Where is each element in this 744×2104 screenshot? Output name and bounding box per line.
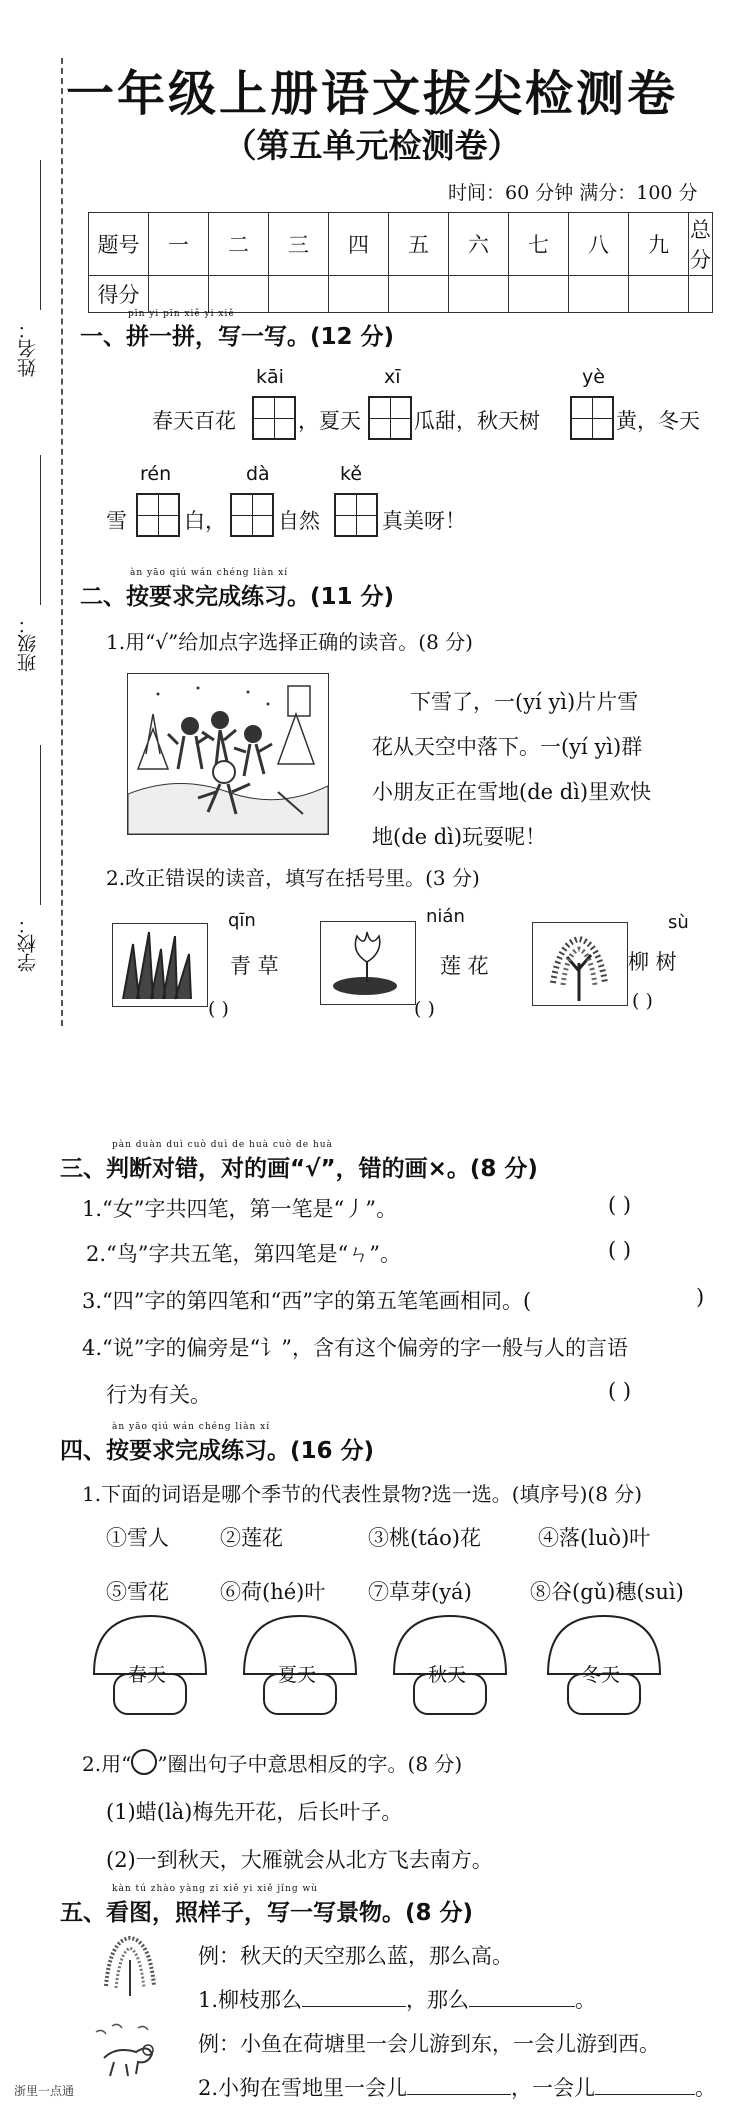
- s4-sentence-1: (1)蜡(là)梅先开花，后长叶子。: [106, 1800, 403, 1824]
- answer-blank[interactable]: [595, 2094, 695, 2095]
- score-cell[interactable]: [509, 276, 569, 313]
- option: ⑦草芽(yá): [368, 1580, 472, 1604]
- write-box[interactable]: [334, 493, 378, 537]
- passage-line: 地(de dì)玩耍呢！: [372, 825, 547, 849]
- item-1-pinyin: qīn: [228, 910, 256, 931]
- write-box[interactable]: [230, 493, 274, 537]
- answer-blank[interactable]: [302, 2006, 406, 2007]
- s1-line2-b: 白，: [184, 509, 226, 533]
- score-header-cell: 二: [209, 213, 269, 276]
- s5-example-2: 例：小鱼在荷塘里一会儿游到东，一会儿游到西。: [198, 2032, 660, 2056]
- item-3-pinyin: sù: [668, 912, 689, 933]
- pinyin-ren: rén: [140, 463, 172, 485]
- score-cell[interactable]: [269, 276, 329, 313]
- grass-picture: [112, 923, 208, 1007]
- season-spring: 春天: [128, 1664, 167, 1686]
- season-winter: 冬天: [582, 1664, 621, 1686]
- s4-q2-b: ”圈出句子中意思相反的字。(8 分): [157, 1752, 463, 1776]
- option: ②莲花: [220, 1526, 283, 1550]
- binding-line: [61, 58, 63, 1026]
- item-2-answer[interactable]: ( ): [414, 998, 435, 1020]
- score-header-cell: 总分: [689, 213, 713, 276]
- s3-answer-3[interactable]: ): [696, 1285, 705, 1309]
- item-1-word: 青 草: [230, 954, 279, 978]
- section-1-title: 一、拼一拼，写一写。(12 分): [80, 324, 395, 350]
- footer-brand: 浙里一点通: [14, 2084, 75, 2098]
- s5-q1-a: 1.柳枝那么: [198, 1988, 303, 2012]
- score-cell[interactable]: [689, 276, 713, 313]
- pinyin-ye: yè: [582, 366, 605, 388]
- s1-line2-a: 雪: [106, 509, 127, 533]
- school-line[interactable]: [40, 745, 41, 905]
- s5-q1: [198, 1984, 596, 2014]
- item-2-word: 莲 花: [440, 954, 489, 978]
- score-header-cell: 五: [389, 213, 449, 276]
- page-title: 一年级上册语文拔尖检测卷: [65, 66, 678, 122]
- s2-passage: [372, 680, 652, 860]
- option: ⑥荷(hé)叶: [220, 1580, 326, 1604]
- s1-line1-a: 春天百花: [152, 409, 236, 433]
- s5-example-1: 例：秋天的天空那么蓝，那么高。: [198, 1944, 513, 1968]
- section-5-pinyin: kàn tú zhào yàng zi xiě yi xiě jǐng wù: [112, 1884, 318, 1894]
- school-label: 学校：: [17, 915, 39, 972]
- pinyin-ke: kě: [340, 463, 363, 485]
- s3-answer-1[interactable]: ( ): [608, 1193, 632, 1217]
- willow-picture: [532, 922, 628, 1006]
- class-label: 班级：: [17, 615, 39, 672]
- write-box[interactable]: [570, 396, 614, 440]
- answer-blank[interactable]: [469, 2006, 575, 2007]
- season-autumn: 秋天: [428, 1664, 467, 1686]
- passage-line: 花从天空中落下。一(yí yì)群: [372, 735, 643, 759]
- s5-q1-b: ，那么: [406, 1988, 470, 2012]
- section-5-title: 五、看图，照样子，写一写景物。(8 分): [60, 1900, 474, 1926]
- time-info: 时间：60 分钟 满分：100 分: [448, 182, 698, 204]
- score-header-cell: 四: [329, 213, 389, 276]
- section-2-pinyin: àn yāo qiú wán chéng liàn xí: [130, 568, 289, 578]
- s4-q2-a: 2.用“: [82, 1752, 132, 1776]
- section-3-title: 三、判断对错，对的画“√”，错的画×。(8 分): [60, 1156, 538, 1182]
- score-cell[interactable]: [629, 276, 689, 313]
- option: ⑧谷(gǔ)穗(suì): [530, 1580, 684, 1604]
- score-cell[interactable]: [569, 276, 629, 313]
- s3-answer-2[interactable]: ( ): [608, 1238, 632, 1262]
- s3-item-4-cont: 行为有关。: [106, 1383, 211, 1407]
- section-4-title: 四、按要求完成练习。(16 分): [60, 1438, 375, 1464]
- passage-line: 下雪了，一(yí yì)片片雪: [410, 690, 639, 714]
- option: ①雪人: [106, 1526, 169, 1550]
- page-subtitle: （第五单元检测卷）: [223, 126, 521, 165]
- score-cell[interactable]: [329, 276, 389, 313]
- s2-q1: 1.用“√”给加点字选择正确的读音。(8 分): [106, 630, 473, 654]
- section-4-pinyin: àn yāo qiú wán chéng liàn xí: [112, 1422, 271, 1432]
- item-3-answer[interactable]: ( ): [632, 990, 653, 1012]
- score-cell[interactable]: [449, 276, 509, 313]
- s4-q2: [82, 1748, 462, 1777]
- s1-line1-d: 黄，冬天: [616, 409, 700, 433]
- score-header-cell: 三: [269, 213, 329, 276]
- write-box[interactable]: [252, 396, 296, 440]
- option: ⑤雪花: [106, 1580, 169, 1604]
- option: ④落(luò)叶: [538, 1526, 651, 1550]
- score-cell[interactable]: [209, 276, 269, 313]
- circle-icon: [131, 1749, 157, 1775]
- score-header-cell: 九: [629, 213, 689, 276]
- score-header-cell: 题号: [89, 213, 149, 276]
- s3-item-2: 2.“鸟”字共五笔，第四笔是“ㄣ”。: [86, 1242, 401, 1266]
- section-1-pinyin: pīn yi pīn xiě yi xiě: [128, 309, 235, 319]
- season-summer: 夏天: [278, 1664, 317, 1686]
- s5-q1-c: 。: [575, 1988, 597, 2012]
- score-header-cell: 六: [449, 213, 509, 276]
- item-2-pinyin: nián: [426, 906, 465, 927]
- answer-blank[interactable]: [407, 2094, 511, 2095]
- item-1-answer[interactable]: ( ): [208, 998, 229, 1020]
- puppy-sketch: [90, 2018, 164, 2082]
- willow-sketch: [96, 1930, 164, 1998]
- write-box[interactable]: [368, 396, 412, 440]
- score-row: [89, 276, 713, 313]
- score-header-cell: 一: [149, 213, 209, 276]
- section-3-pinyin: pàn duàn duì cuò duì de huà cuò de huà: [112, 1140, 333, 1150]
- name-label: 姓名：: [17, 320, 39, 377]
- s3-item-3: 3.“四”字的第四笔和“西”字的第五笔笔画相同。(: [82, 1289, 532, 1313]
- name-line[interactable]: [40, 160, 41, 310]
- s3-item-1: 1.“女”字共四笔，第一笔是“丿”。: [82, 1197, 397, 1221]
- section-2-title: 二、按要求完成练习。(11 分): [80, 584, 395, 610]
- score-header-row: [89, 213, 713, 276]
- s2-q2: 2.改正错误的读音，填写在括号里。(3 分): [106, 866, 480, 890]
- s4-q1: 1.下面的词语是哪个季节的代表性景物?选一选。(填序号)(8 分): [82, 1482, 643, 1506]
- pinyin-da: dà: [246, 463, 270, 485]
- s1-line2-c: 自然: [278, 509, 320, 533]
- s1-line2-d: 真美呀！: [382, 509, 466, 533]
- pinyin-xi: xī: [384, 366, 401, 388]
- lotus-picture: [320, 921, 416, 1005]
- s5-q2-b: ，一会儿: [511, 2076, 596, 2100]
- passage-line: 小朋友正在雪地(de dì)里欢快: [372, 780, 652, 804]
- score-cell[interactable]: [149, 276, 209, 313]
- s1-line1-b: ，夏天: [298, 409, 361, 433]
- snow-play-picture: [127, 673, 329, 835]
- pinyin-kai: kāi: [256, 366, 284, 388]
- s5-q2-a: 2.小狗在雪地里一会儿: [198, 2076, 408, 2100]
- score-cell[interactable]: [389, 276, 449, 313]
- s1-line1-c: 瓜甜，秋天树: [414, 409, 540, 433]
- score-table: [88, 212, 713, 313]
- score-header-cell: 八: [569, 213, 629, 276]
- s5-q2-c: 。: [695, 2076, 717, 2100]
- s5-q2: [198, 2072, 716, 2102]
- item-3-word: 柳 树: [628, 950, 677, 974]
- score-row-label: 得分: [89, 276, 149, 313]
- option: ③桃(táo)花: [368, 1526, 481, 1550]
- s3-item-4: 4.“说”字的偏旁是“讠”，含有这个偏旁的字一般与人的言语: [82, 1336, 628, 1360]
- s3-answer-4[interactable]: ( ): [608, 1379, 632, 1403]
- write-box[interactable]: [136, 493, 180, 537]
- s4-sentence-2: (2)一到秋天，大雁就会从北方飞去南方。: [106, 1848, 493, 1872]
- score-header-cell: 七: [509, 213, 569, 276]
- class-line[interactable]: [40, 455, 41, 605]
